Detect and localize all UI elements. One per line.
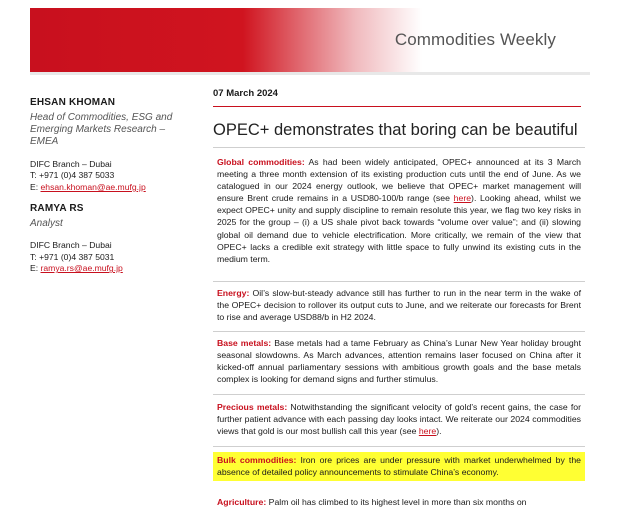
reference-link[interactable]: here [418, 426, 437, 437]
section-base-metals [213, 337, 585, 385]
section-text: Palm oil has climbed to its highest level in more than six months on [266, 497, 527, 507]
section-text: Iron ore prices are under pressure with market underwhelmed by the absence of detailed policy announcements to stimulate China’s economy. [217, 455, 581, 478]
analyst-email-row [30, 263, 190, 275]
section-divider [213, 446, 585, 447]
analyst-branch: DIFC Branch – Dubai [30, 158, 112, 169]
reference-link[interactable]: here [453, 193, 472, 204]
section-text: As had been widely anticipated, OPEC+ announced at its 3 March meeting a three month extension of its existing production cuts until the end of June. As we catalogued in our 2024 energy outlook, we believe that OPEC+ market management will ensure Brent crude remains in a USD80-100/b range (see [217, 157, 581, 204]
section-text: Notwithstanding the significant velocity of gold’s recent gains, the case for further patient advance with each passing day looks intact. We reiterate our 2024 commodities views that gold is our most bullish call this year (see [217, 402, 581, 437]
section-lead: Base metals: [217, 338, 272, 348]
section-divider [213, 147, 585, 148]
report-series-title: Commodities Weekly [394, 30, 556, 49]
section-bulk-commodities [213, 452, 585, 481]
section-lead: Global commodities: [217, 157, 305, 167]
analyst-email-link[interactable]: ehsan.khoman@ae.mufg.jp [40, 182, 146, 192]
analyst-name: RAMYA RS [30, 203, 84, 214]
section-energy [213, 287, 585, 323]
section-divider [213, 394, 585, 395]
report-banner [30, 8, 590, 72]
section-lead: Bulk commodities: [217, 455, 297, 465]
section-divider [213, 281, 585, 282]
date-divider [213, 106, 581, 107]
section-text: ). [436, 426, 442, 437]
analyst-phone: T: +971 (0)4 387 5033 [30, 170, 115, 181]
analyst-email-label: E: [30, 182, 41, 192]
section-lead: Precious metals: [217, 402, 288, 412]
section-precious-metals [213, 401, 585, 437]
section-text: Base metals had a tame February as China’s Lunar New Year holiday brought seasonal slowdowns. As March advances, attention remains laser focused on China after it kicked-off annual parliamentary sessions with ambitious growth goals and the base metals complex is looking for demand signs and further stimulus. [217, 338, 581, 385]
section-lead: Agriculture: [217, 497, 267, 507]
analyst-email-row [30, 182, 190, 194]
report-date: 07 March 2024 [213, 88, 278, 99]
analyst-title: Head of Commodities, ESG and Emerging Markets Research – EMEA [30, 111, 173, 148]
section-lead: Energy: [217, 288, 250, 298]
analyst-branch: DIFC Branch – Dubai [30, 240, 112, 250]
analyst-card [30, 97, 190, 194]
analyst-phone: T: +971 (0)4 387 5031 [30, 251, 115, 262]
analyst-email-label: E: [30, 263, 41, 274]
section-text: ). Looking ahead, whilst we expect OPEC+ unity and supply discipline to remain resolute this year, we flag two key risks in 2025 for the group – (i) a US shale pivot back towards “volume over value”; and (ii) slowing global oil demand due to vehicle electrification. More critically, we remain of the view that OPEC+ lacks a credible exit strategy with little space to fully unwind its existing cuts in the medium term. [217, 193, 582, 264]
banner-shadow-divider [30, 72, 590, 75]
analyst-title: Analyst [30, 217, 63, 229]
section-divider [213, 331, 585, 332]
section-global-commodities [213, 156, 585, 265]
section-text: Oil’s slow-but-steady advance still has further to run in the near term in the wake of the OPEC+ decision to rollover its output cuts to June, and we reiterate our forecasts for Brent to rise and average USD88/b in H2 2024. [217, 288, 581, 323]
analyst-name: EHSAN KHOMAN [30, 97, 116, 108]
analyst-email-link[interactable]: ramya.rs@ae.mufg.jp [40, 263, 123, 274]
report-headline: OPEC+ demonstrates that boring can be beautiful [213, 121, 578, 139]
torn-edge-decoration [0, 501, 620, 523]
analyst-card [30, 203, 190, 275]
